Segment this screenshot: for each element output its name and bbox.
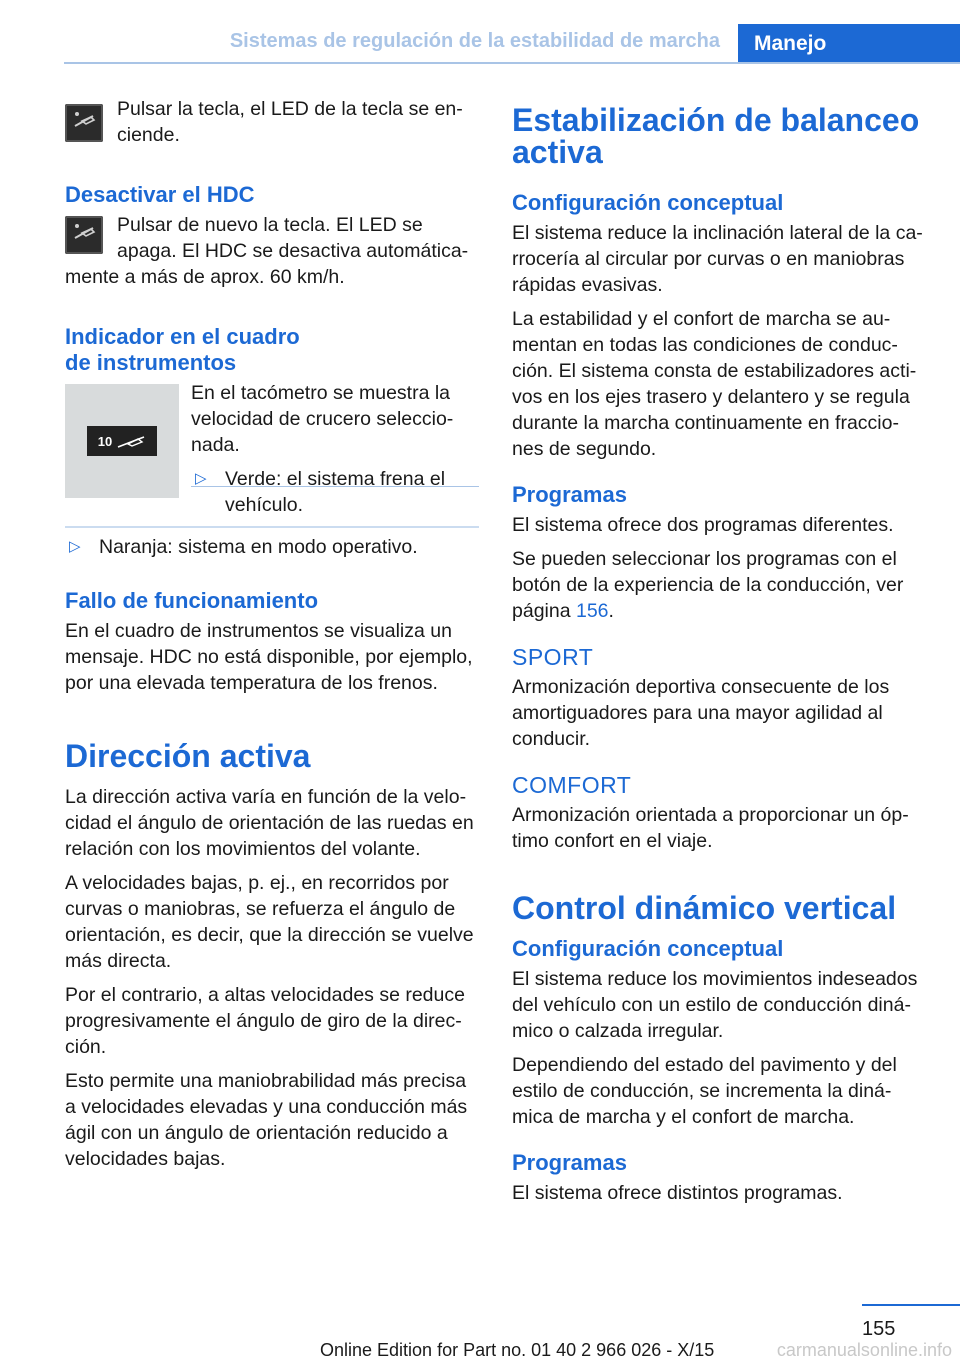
running-header-title: Sistemas de regulación de la estabilidad de marcha xyxy=(229,30,720,52)
right-column xyxy=(512,96,928,1214)
paragraph: El sistema ofrece distintos programas. xyxy=(512,1182,843,1204)
header-divider xyxy=(64,62,960,64)
paragraph: Por el contrario, a altas velocidades se reduce progresivamente el ángulo de giro de la direc‐ción. xyxy=(65,984,465,1058)
page-number: 155 xyxy=(862,1318,896,1340)
paragraph: Pulsar la tecla, el LED de la tecla se en‐ciende. xyxy=(117,98,463,146)
left-column xyxy=(65,96,479,1180)
paragraph-text: . xyxy=(608,600,614,622)
indicator-block xyxy=(65,380,479,518)
heading-sport: SPORT xyxy=(512,644,594,670)
bullet-item xyxy=(191,466,479,518)
hdc-button-icon xyxy=(65,216,103,254)
triangle-bullet-icon: ▷ xyxy=(69,538,81,555)
paragraph: Armonización orientada a proporcionar un óp‐timo confort en el viaje. xyxy=(512,804,909,852)
bullet-text: Verde: el sistema frena el vehículo. xyxy=(225,468,446,516)
paragraph: En el tacómetro se muestra la velocidad de crucero seleccio‐nada. xyxy=(191,382,454,456)
paragraph: Esto permite una maniobrabilidad más precisa a velocidades elevadas y una conducción más ágil con un ángulo de orientación reducido a velocidades bajas. xyxy=(65,1070,468,1170)
bullet-text: Naranja: sistema en modo operativo. xyxy=(99,536,418,558)
heading-direccion-activa: Dirección activa xyxy=(65,738,311,774)
paragraph: Armonización deportiva consecuente de los amortiguadores para una mayor agilidad al conducir. xyxy=(512,676,890,750)
page-reference-link[interactable]: 156 xyxy=(575,600,609,622)
hdc-off-instruction xyxy=(65,212,479,298)
paragraph: La dirección activa varía en función de la velo‐cidad el ángulo de orientación de las ruedas en relación con los movimientos del volante. xyxy=(65,786,474,860)
set-speed-value: 10 xyxy=(97,433,113,449)
heading-config-1: Configuración conceptual xyxy=(512,190,784,215)
bullet-divider xyxy=(65,526,479,528)
paragraph xyxy=(512,546,928,624)
paragraph: Dependiendo del estado del pavimento y del estilo de conducción, se incrementa la diná‐mica de marcha y el confort de marcha. xyxy=(512,1054,897,1128)
heading-config-2: Configuración conceptual xyxy=(512,936,784,961)
heading-fallo: Fallo de funcionamiento xyxy=(65,588,319,613)
indicator-text xyxy=(191,380,479,518)
paragraph: Pulsar de nuevo la tecla. El LED se apaga. El HDC se desactiva automática‐mente a más de aprox. 60 km/h. xyxy=(65,214,469,288)
heading-estabilizacion: Estabilización de balanceo activa xyxy=(512,102,920,170)
edition-note: Online Edition for Part no. 01 40 2 966 026 - X/15 xyxy=(320,1340,715,1360)
paragraph-text: Se pueden seleccionar los programas con el botón de la experiencia de la conducción, ver página xyxy=(512,548,904,622)
paragraph: El sistema reduce la inclinación lateral de la ca‐rrocería al circular por curvas o en maniobras rápidas evasivas. xyxy=(512,222,923,296)
section-tab: Manejo xyxy=(738,24,960,64)
hdc-on-instruction xyxy=(65,96,479,148)
heading-programas-2: Programas xyxy=(512,1150,627,1175)
footer-divider xyxy=(862,1304,960,1306)
hdc-button-icon xyxy=(65,104,103,142)
heading-control-dinamico: Control dinámico vertical xyxy=(512,890,897,926)
paragraph: En el cuadro de instrumentos se visualiza un mensaje. HDC no está disponible, por ejemplo, por una elevada temperatura de los frenos. xyxy=(65,620,473,694)
heading-programas-1: Programas xyxy=(512,482,627,507)
heading-hdc-off: Desactivar el HDC xyxy=(65,182,255,207)
paragraph: A velocidades bajas, p. ej., en recorridos por curvas o maniobras, se refuerza el ángulo de orientación, es decir, que la dirección se vuelve más directa. xyxy=(65,872,474,972)
cluster-indicator-image xyxy=(65,384,179,498)
triangle-bullet-icon: ▷ xyxy=(195,470,207,487)
speed-indicator-icon xyxy=(87,426,157,456)
heading-indicator: Indicador en el cuadro de instrumentos xyxy=(65,324,300,375)
watermark: carmanualsonline.info xyxy=(776,1340,952,1360)
paragraph: La estabilidad y el confort de marcha se au‐mentan en todas las condiciones de conduc‐ción. El sistema consta de estabilizadores acti‐vos en los ejes trasero y delantero y se regula durante la marcha continuamente en fraccio‐nes de segundo. xyxy=(512,308,917,460)
paragraph: El sistema ofrece dos programas diferentes. xyxy=(512,514,894,536)
bullet-item xyxy=(65,534,479,560)
heading-comfort: COMFORT xyxy=(512,772,632,798)
paragraph: El sistema reduce los movimientos indeseados del vehículo con un estilo de conducción diná‐mico o calzada irregular. xyxy=(512,968,918,1042)
